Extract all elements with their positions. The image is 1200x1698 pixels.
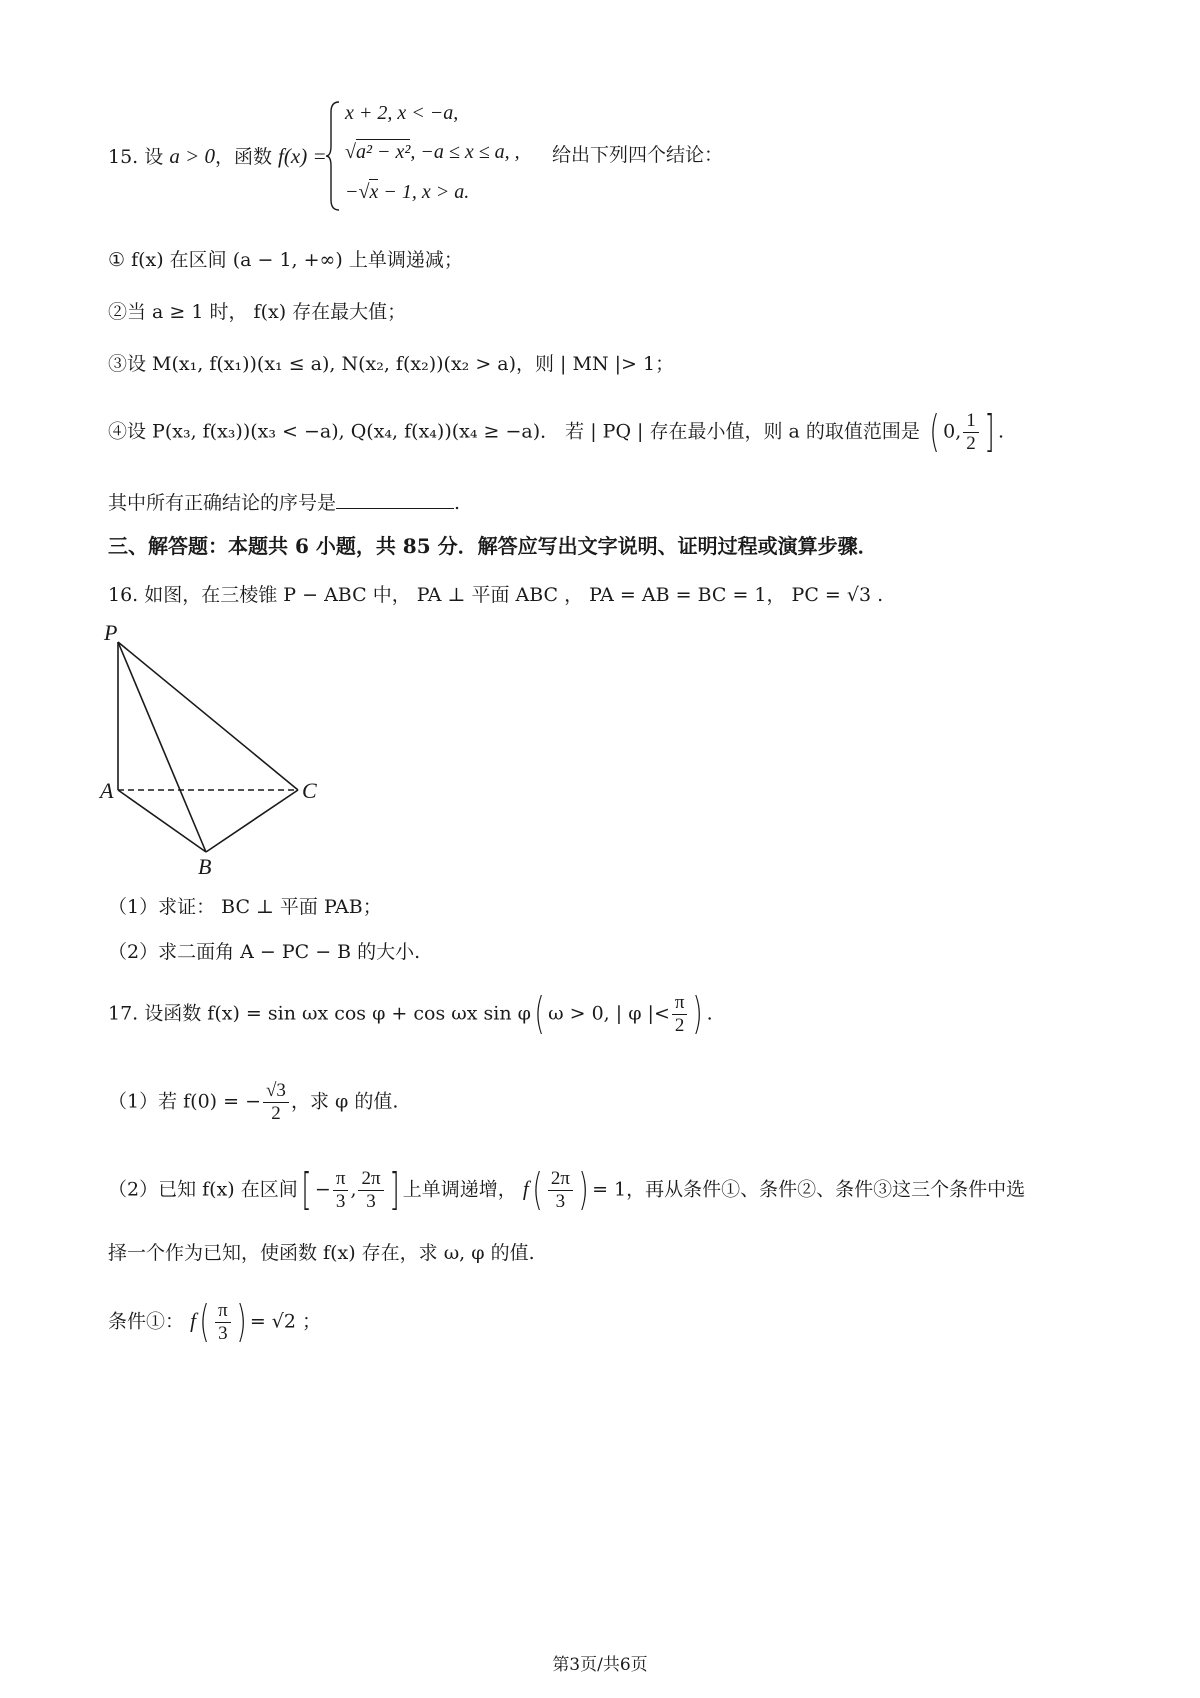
section-heading: 三、解答题：本题共 6 小题，共 85 分．解答应写出文字说明、证明过程或演算步骤． xyxy=(108,534,878,558)
fraction-2pi-3-arg: $\frac{2\pi}{3}$ xyxy=(548,1168,573,1213)
label-p: P xyxy=(104,620,118,645)
q17-part1: （1）若 f(0) = − $\frac{√3}{2}$ ，求 φ 的值. xyxy=(108,1080,399,1124)
open-paren: ( xyxy=(532,1164,543,1216)
open-paren: ( xyxy=(534,988,545,1040)
fraction-pi-3-arg: $\frac{\pi}{3}$ xyxy=(215,1300,231,1345)
q16-text: 16. 如图，在三棱锥 P − ABC 中， PA ⊥ 平面 ABC ， PA = AB = BC = 1， PC = √3 . xyxy=(108,584,884,606)
label-b: B xyxy=(198,854,212,879)
close-paren: ) xyxy=(692,988,704,1040)
q17-part2-line2: 择一个作为已知，使函数 f(x) 存在，求 ω, φ 的值. xyxy=(108,1242,535,1264)
conclusion-4: ④设 P(x₃, f(x₃))(x₃ < −a), Q(x₄, f(x₄))(x₄ ≥ −a)． 若 | PQ | 存在最小值，则 a 的取值范围是 ( 0, $\frac{1}{2}$ ] . xyxy=(108,406,1004,458)
page-footer: 第3页/共6页 xyxy=(552,1655,648,1675)
q15-condition: a > 0 xyxy=(169,144,215,168)
fraction-2pi-3: $\frac{2\pi}{3}$ xyxy=(358,1168,383,1213)
open-bracket: [ xyxy=(301,1164,312,1216)
answer-blank[interactable] xyxy=(336,490,454,509)
fraction-pi-2: $\frac{\pi}{2}$ xyxy=(672,992,688,1037)
edge-pc xyxy=(118,642,298,790)
edge-bc xyxy=(206,790,298,852)
q15-function: f(x) = xyxy=(278,144,327,168)
conclusion-3: ③设 M(x₁, f(x₁))(x₁ ≤ a), N(x₂, f(x₂))(x₂ > a)，则 | MN |> 1； xyxy=(108,353,675,375)
brace-icon xyxy=(325,100,343,212)
pyramid-figure xyxy=(96,620,336,880)
fraction-half: $\frac{1}{2}$ xyxy=(963,410,979,455)
q15-lead: 15. 设 a > 0，函数 f(x) = xyxy=(108,144,327,168)
label-a: A xyxy=(100,778,114,803)
q16-part2: （2）求二面角 A − PC − B 的大小. xyxy=(108,941,421,963)
conclusion-1: ① f(x) 在区间 (a − 1, +∞) 上单调递减； xyxy=(108,249,463,271)
case-2: √a² − x², −a ≤ x ≤ a, , xyxy=(345,141,520,163)
fraction-sqrt3-2: $\frac{√3}{2}$ xyxy=(263,1080,289,1125)
case-3: −√x − 1, x > a. xyxy=(345,181,470,203)
conclusion-2: ②当 a ≥ 1 时， f(x) 存在最大值； xyxy=(108,301,407,323)
q17-part2: （2）已知 f(x) 在区间[ − $\frac{\pi}{3}$ , $\frac{2\pi}{3}$ ] 上单调递增， f( $\frac{2\pi}{3}$ ) = 1，再从条件①、条件②、条件③这三个条件中选 xyxy=(108,1164,1026,1216)
close-paren: ) xyxy=(578,1164,589,1216)
case-1: x + 2, x < −a, xyxy=(345,102,459,124)
piecewise-function xyxy=(325,96,585,216)
q16-part1: （1）求证： BC ⊥ 平面 PAB； xyxy=(108,896,382,918)
open-paren: ( xyxy=(199,1296,210,1348)
q17-condition-1: 条件①： f( $\frac{\pi}{3}$ ) = √2 ； xyxy=(108,1296,322,1348)
open-paren: ( xyxy=(929,406,940,458)
q17-text: 17. 设函数 f(x) = sin ωx cos φ + cos ωx sin φ( ω > 0, | φ |< $\frac{\pi}{2}$ ) . xyxy=(108,988,713,1040)
close-paren: ) xyxy=(236,1296,247,1348)
fraction-pi-3: $\frac{\pi}{3}$ xyxy=(333,1168,349,1213)
close-bracket: ] xyxy=(984,406,995,458)
label-c: C xyxy=(302,778,317,803)
q15-tail: 给出下列四个结论： xyxy=(552,144,724,166)
q15-answer-prompt: 其中所有正确结论的序号是 . xyxy=(108,492,461,514)
close-bracket: ] xyxy=(389,1164,400,1216)
